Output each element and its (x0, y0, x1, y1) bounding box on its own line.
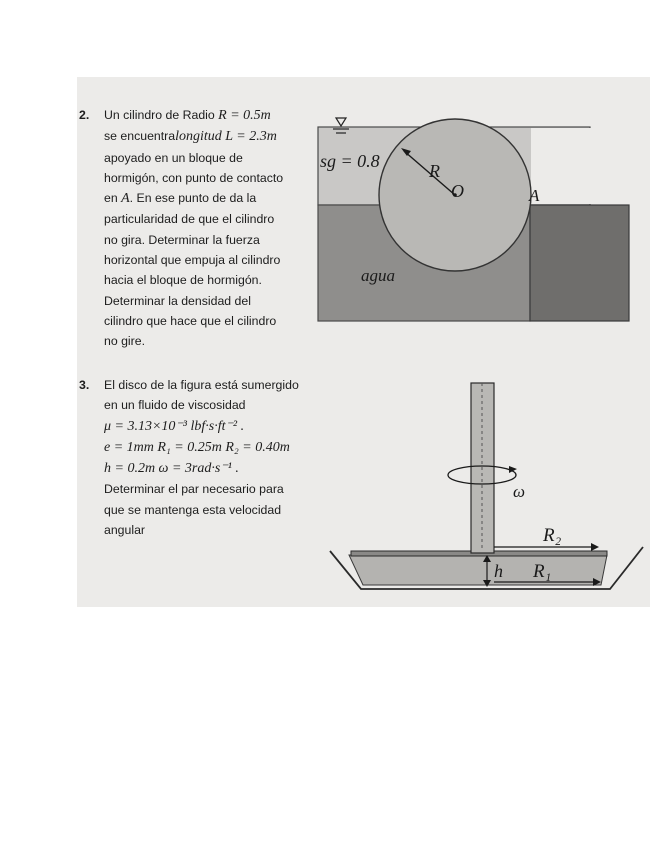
p2-text: en (104, 191, 122, 206)
p3-math: μ = 3.13×10⁻³ lbf·s·ft⁻² . (104, 418, 245, 434)
p3-text: Determinar el par necesario para (104, 482, 284, 497)
p3-text: angular (104, 523, 146, 538)
p3-math: e = 1mm R₁ = 0.25m R₂ = 0.40m (104, 439, 290, 455)
p2-math: A (121, 191, 130, 207)
p2-text: no gira. Determinar la fuerza (104, 232, 260, 247)
radius-label: R (429, 161, 440, 181)
contact-label: A (529, 186, 540, 205)
disk-figure (330, 383, 643, 589)
air-region (531, 128, 631, 204)
p2-text: no gire. (104, 334, 146, 349)
p2-text: horizontal que empuja al cilindro (104, 253, 281, 268)
center-label: O (451, 181, 464, 201)
p3-text: El disco de la figura está sumergido (104, 378, 299, 392)
r2-label: R₂ (543, 525, 562, 546)
p3-math: h = 0.2m ω = 3rad·s⁻¹ . (104, 461, 239, 477)
p2-text: hormigón, con punto de contacto (104, 170, 284, 185)
problem-3-number: 3. (79, 378, 90, 392)
p2-text: cilindro que hace que el cilindro (104, 313, 277, 328)
r2-arrowhead (591, 543, 599, 551)
p3-text: en un fluido de viscosidad (104, 398, 246, 413)
figures-svg (77, 77, 650, 607)
p2-text: apoyado en un bloque de (104, 150, 243, 165)
fluid-bath (349, 555, 607, 585)
p2-text: . En ese punto de da la (129, 191, 257, 206)
p2-text: particularidad de que el cilindro (104, 212, 275, 227)
concrete-block (530, 205, 629, 321)
scanned-page (77, 77, 650, 607)
p3-text: que se mantenga esta velocidad (104, 502, 282, 517)
r1-label: R₁ (533, 561, 552, 582)
p2-text: hacia el bloque de hormigón. (104, 273, 262, 288)
p2-math: R = 0.5m (218, 108, 271, 123)
cylinder-figure (318, 118, 631, 321)
p2-text: Determinar la densidad del (104, 293, 251, 308)
p2-text: se encuentra (104, 129, 176, 144)
omega-label: ω (513, 482, 526, 501)
sg-label: sg = 0.8 (320, 151, 380, 171)
p2-text: Un cilindro de Radio (104, 108, 219, 122)
p2-math: longitud L = 2.3m (175, 129, 277, 145)
h-label: h (494, 561, 503, 581)
fluid-label: agua (361, 266, 395, 285)
problem-2-number: 2. (79, 108, 90, 122)
